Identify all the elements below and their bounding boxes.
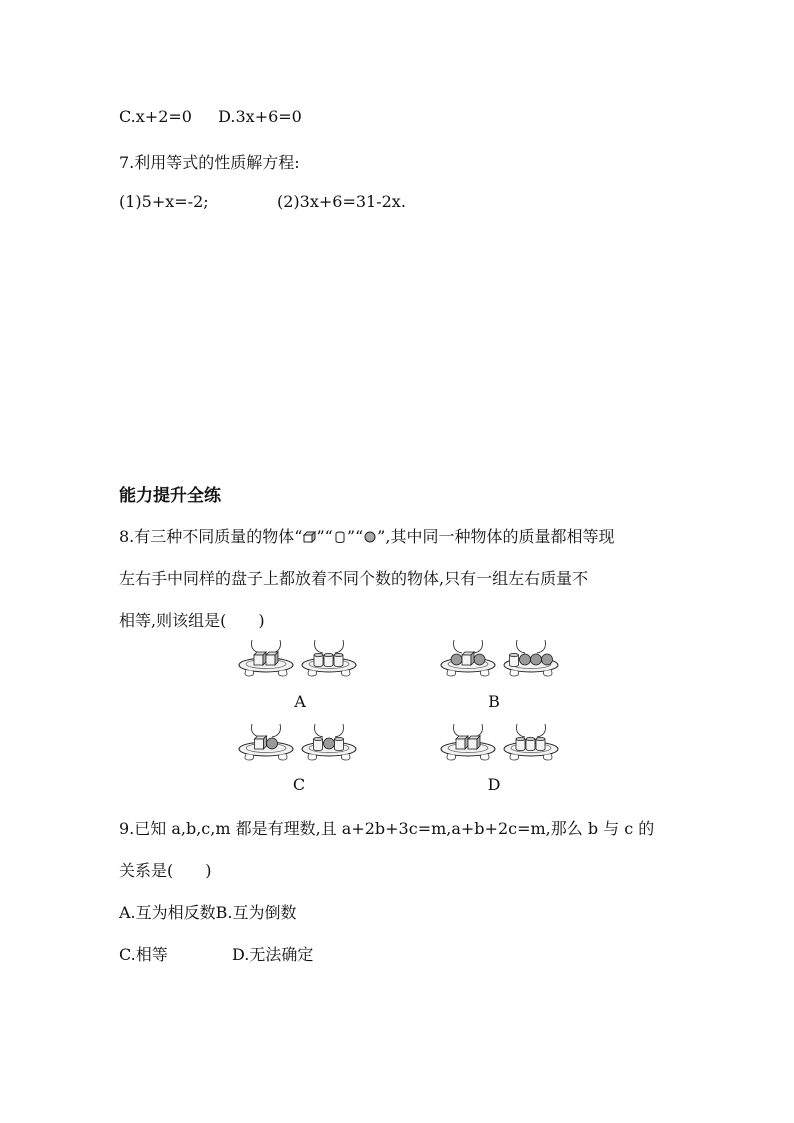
cube-object-icon	[302, 531, 316, 543]
hand-icon	[251, 724, 280, 737]
q9-option-d: D.无法确定	[232, 945, 314, 964]
hand-icon	[314, 640, 343, 653]
balance-figure-d	[438, 722, 562, 766]
ball-object	[324, 738, 335, 749]
figure-label-a: A	[294, 692, 306, 711]
hand-icon	[251, 640, 280, 653]
q8-stem-line3: 相等,则该组是( )	[119, 611, 265, 630]
q6-option-d: D.3x+6=0	[218, 107, 302, 126]
left-plate-group	[441, 724, 495, 760]
hand-icon	[516, 724, 545, 737]
q6-options	[119, 107, 302, 126]
q9-stem-line2: 关系是( )	[119, 861, 212, 880]
cylinder-object-icon	[333, 531, 347, 543]
q8-stem-end: ”,其中同一种物体的质量都相等现	[377, 527, 615, 546]
q8-stem-start: 8.有三种不同质量的物体“	[119, 527, 303, 546]
q8-stem-line2: 左右手中同样的盘子上都放着不同个数的物体,只有一组左右质量不	[119, 569, 589, 588]
hand-icon	[314, 724, 343, 737]
hand-icon	[516, 640, 545, 653]
hand-icon	[453, 640, 482, 653]
right-plate-group	[504, 724, 558, 760]
q9-option-a: A.互为相反数	[119, 903, 216, 922]
q9-stem-line1: 9.已知 a,b,c,m 都是有理数,且 a+2b+3c=m,a+b+2c=m,那么 b 与 c 的	[119, 819, 655, 838]
right-plate-group	[302, 724, 356, 760]
balance-figure-b	[438, 638, 562, 682]
q9-options-cd	[119, 942, 168, 965]
q6-option-c: C.x+2=0	[119, 107, 192, 126]
figure-label-d: D	[487, 775, 501, 794]
left-plate-group	[441, 640, 495, 676]
figure-label-b: B	[488, 692, 500, 711]
ball-object	[267, 738, 278, 749]
left-plate-group	[239, 640, 293, 676]
q9-options-ab	[119, 900, 297, 923]
ball-object	[520, 654, 531, 665]
right-plate-group	[302, 640, 356, 676]
q7-part1: (1)5+x=-2;	[119, 192, 209, 211]
q9-option-b: B.互为倒数	[215, 903, 297, 922]
ball-object	[531, 654, 542, 665]
left-plate-group	[239, 724, 293, 760]
figure-label-c: C	[292, 775, 306, 794]
q7-part2: (2)3x+6=31-2x.	[277, 192, 406, 211]
balance-figure-c	[236, 722, 360, 766]
q7-stem: 7.利用等式的性质解方程:	[119, 153, 300, 172]
q8-quote-2: ”“	[346, 527, 364, 546]
ball-object	[542, 654, 553, 665]
balance-figure-a	[236, 638, 360, 682]
hand-icon	[453, 724, 482, 737]
q9-option-c: C.相等	[119, 945, 168, 964]
q8-quote-1: ”“	[316, 527, 333, 546]
right-plate-group	[504, 640, 558, 676]
q7-parts	[119, 192, 209, 211]
section-title: 能力提升全练	[119, 486, 221, 506]
ball-object-icon	[363, 531, 377, 543]
ball-object	[451, 654, 462, 665]
q8-stem-line1	[119, 524, 614, 547]
ball-object	[474, 654, 485, 665]
